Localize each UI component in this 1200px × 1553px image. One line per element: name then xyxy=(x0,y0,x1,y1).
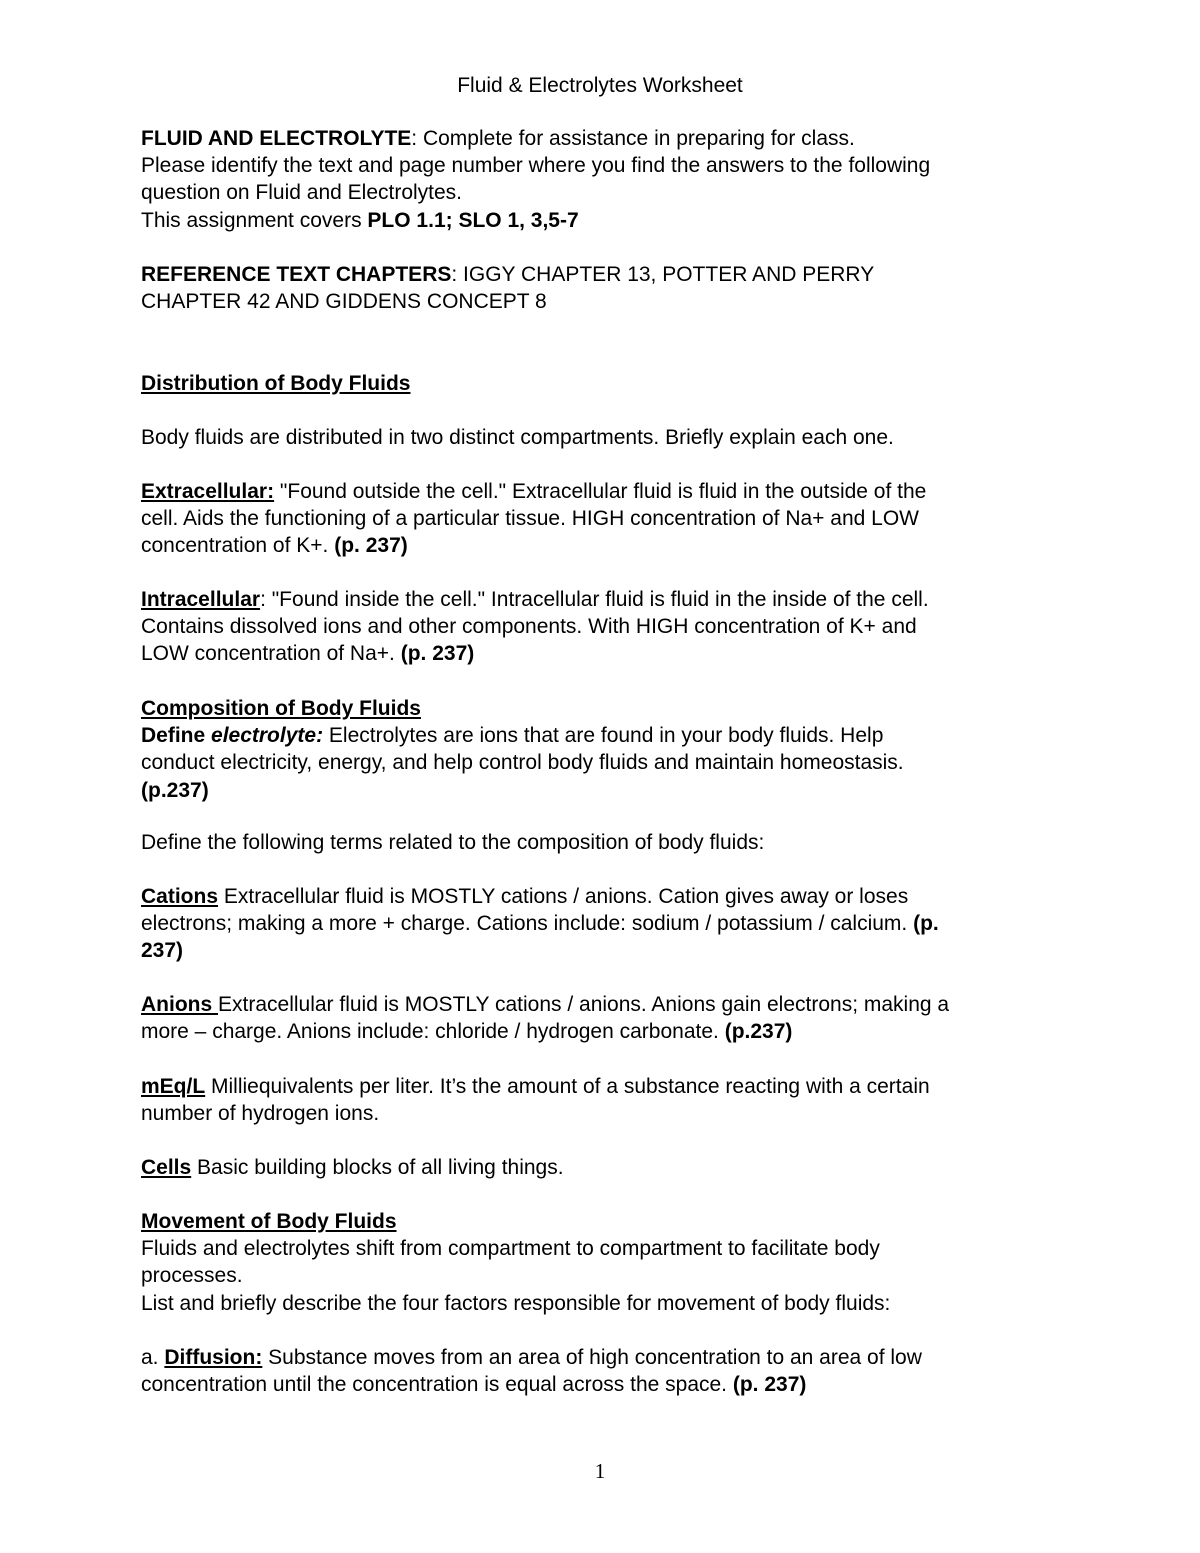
extracellular-term: Extracellular: xyxy=(141,480,275,503)
page-number: 1 xyxy=(594,1459,606,1483)
composition-prompt: Define the following terms related to the composition of body fluids: xyxy=(141,831,765,854)
cations-term: Cations xyxy=(141,885,219,908)
page-ref: (p. 237) xyxy=(732,1373,807,1397)
reference-block: REFERENCE TEXT CHAPTERS: IGGY CHAPTER 13, POTTER AND PERRY CHAPTER 42 AND GIDDENS CONCEPT 8 xyxy=(141,263,875,314)
cations-answer: Cations Extracellular fluid is MOSTLY cations / anions. Cation gives away or loses electrons; making a more + charge. Cations include: sodium / potassium / calcium. (p. 237) xyxy=(141,885,939,963)
page-ref: (p. 237) xyxy=(334,534,408,558)
extracellular-answer: Extracellular: "Found outside the cell." Extracellular fluid is fluid in the outside of the cell. Aids the functioning of a particular tissue. HIGH concentration of Na+ and LOW concentration of K+. (p. 237) xyxy=(141,480,927,558)
movement-block: Movement of Body Fluids Fluids and electrolytes shift from compartment to compartment to facilitate body processes. List and briefly describe the four factors responsible for movement of body fluids: xyxy=(141,1210,891,1315)
movement-heading: Movement of Body Fluids xyxy=(141,1210,397,1233)
page-ref: (p.237) xyxy=(141,778,209,802)
intracellular-answer: Intracellular: "Found inside the cell." Intracellular fluid is fluid in the inside of the cell. Contains dissolved ions and other components. With HIGH concentration of K+ and LOW concentration of Na+. (p. 237) xyxy=(141,588,929,666)
cells-answer: Cells Basic building blocks of all living things. xyxy=(141,1156,564,1179)
anions-term: Anions xyxy=(141,993,218,1016)
intro-heading: FLUID AND ELECTROLYTE xyxy=(141,127,412,150)
electrolyte-term: electrolyte: xyxy=(211,724,324,748)
intro-line-3: question on Fluid and Electrolytes. xyxy=(141,181,463,205)
distribution-prompt: Body fluids are distributed in two distinct compartments. Briefly explain each one. xyxy=(141,426,894,449)
intro-line-1: FLUID AND ELECTROLYTE: Complete for assistance in preparing for class. xyxy=(141,127,855,150)
diffusion-answer: a. Diffusion: Substance moves from an area of high concentration to an area of low concentration until the concentration is equal across the space. (p. 237) xyxy=(141,1346,922,1397)
document-title: Fluid & Electrolytes Worksheet xyxy=(457,74,743,97)
intracellular-term: Intracellular xyxy=(141,588,261,611)
page-ref: (p. 237) xyxy=(400,642,475,666)
anions-answer: Anions Extracellular fluid is MOSTLY cations / anions. Anions gain electrons; making a more – charge. Anions include: chloride / hydrogen carbonate. (p.237) xyxy=(141,993,950,1044)
reference-label: REFERENCE TEXT CHAPTERS xyxy=(141,263,452,286)
diffusion-term: Diffusion: xyxy=(164,1346,263,1369)
page-ref: (p.237) xyxy=(724,1020,793,1044)
composition-heading: Composition of Body Fluids xyxy=(141,697,421,720)
meq-answer: mEq/L Milliequivalents per liter. It’s the amount of a substance reacting with a certain number of hydrogen ions. xyxy=(141,1075,930,1126)
intro-covers-line: This assignment covers PLO 1.1; SLO 1, 3,5-7 xyxy=(141,208,579,232)
intro-line-2: Please identify the text and page number where you find the answers to the following xyxy=(141,154,931,178)
covers-outcomes: PLO 1.1; SLO 1, 3,5-7 xyxy=(367,208,579,232)
distribution-heading: Distribution of Body Fluids xyxy=(141,372,411,395)
meq-term: mEq/L xyxy=(141,1075,206,1098)
composition-block: Composition of Body Fluids Define electrolyte: Electrolytes are ions that are found in your body fluids. Help conduct electricity, energy, and help control body fluids and maintain homeostasis. (p.237) xyxy=(141,697,904,802)
cells-term: Cells xyxy=(141,1156,192,1179)
intro-block xyxy=(141,125,1061,234)
